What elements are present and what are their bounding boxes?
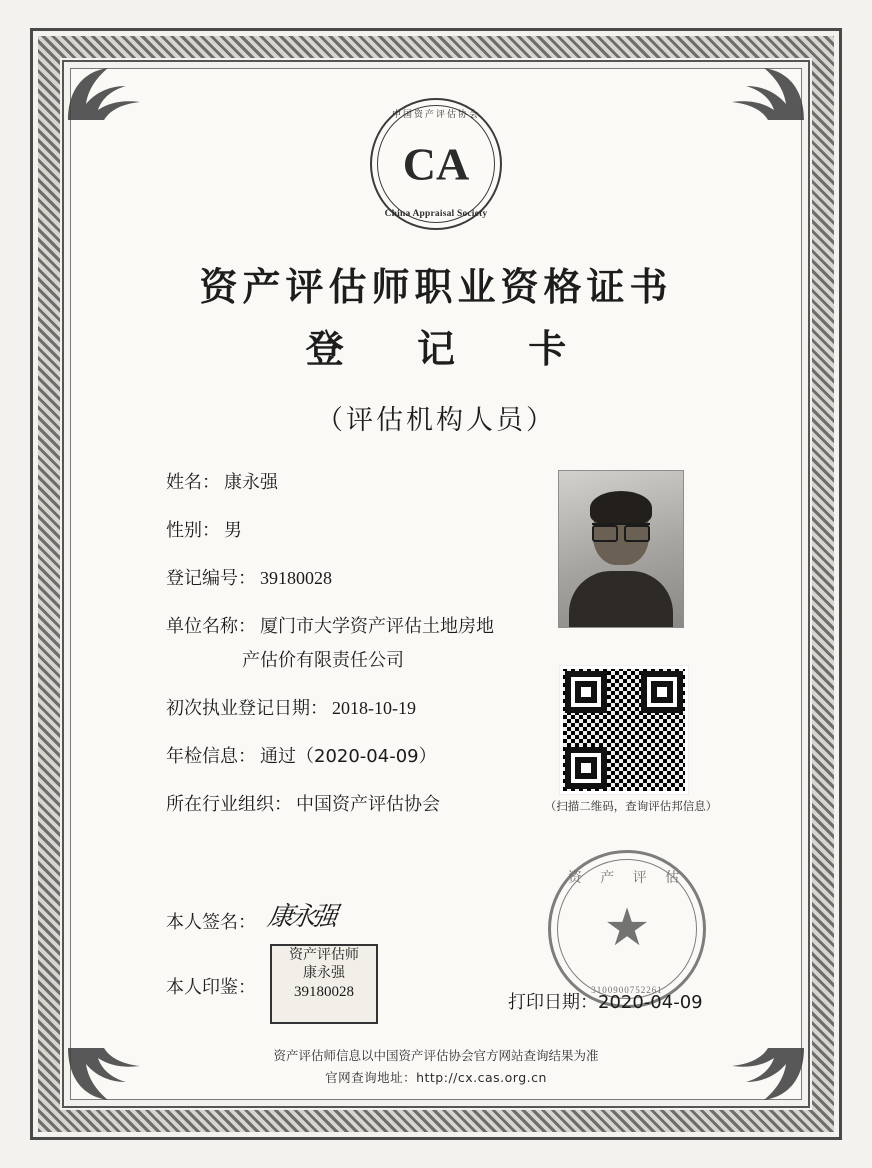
handwritten-signature: 康永强 (265, 902, 336, 931)
seal-bottom-text: 3100900752261 (591, 985, 663, 995)
certificate-subtitle: （评估机构人员） (316, 405, 556, 436)
seal-top-text: 资 产 评 估 (567, 870, 687, 886)
personal-seal-label: 本人印鉴： (166, 977, 256, 998)
footnotes (70, 1046, 802, 1086)
field-value-gender: 男 (224, 520, 242, 541)
footnote-website: 官网查询地址：http://cx.cas.org.cn (325, 1070, 547, 1085)
personal-seal-stamp (270, 944, 378, 1024)
print-date-label: 打印日期： (508, 992, 598, 1013)
qr-finder-bottom-left (565, 747, 607, 789)
print-date (508, 988, 703, 1014)
print-date-value: 2020-04-09 (598, 992, 703, 1013)
qr-code[interactable] (560, 666, 688, 794)
photo-hair (590, 491, 652, 525)
field-label-first-registration-date: 初次执业登记日期： (166, 698, 328, 719)
certificate-title-line2: 登 记 卡 (305, 327, 597, 371)
field-value-organization: 厦门市大学资产评估土地房地 (260, 616, 494, 637)
certificate-title-line1: 资产评估师职业资格证书 (199, 265, 673, 309)
qr-finder-top-left (565, 671, 607, 713)
portrait-photo (558, 470, 684, 628)
qr-finder-top-right (641, 671, 683, 713)
signature-label: 本人签名： (166, 912, 256, 933)
association-emblem (370, 98, 502, 230)
field-label-registration-number: 登记编号： (166, 568, 256, 589)
emblem-english-text: China Appraisal Society (384, 209, 488, 219)
field-value-industry-organization: 中国资产评估协会 (296, 794, 440, 815)
photo-body (569, 571, 673, 627)
field-label-annual-check: 年检信息： (166, 746, 256, 767)
field-label-gender: 性别： (166, 520, 220, 541)
official-round-seal (548, 850, 706, 1008)
seal-star-icon: ★ (603, 900, 651, 957)
emblem-chinese-text: 中国资产评估协会 (391, 110, 480, 120)
personal-seal-line1: 资产评估师 (289, 947, 359, 963)
field-label-industry-organization: 所在行业组织： (166, 794, 292, 815)
certificate-content (70, 68, 802, 1100)
field-label-name: 姓名： (166, 472, 220, 493)
field-value-first-registration-date: 2018-10-19 (332, 698, 416, 718)
photo-glasses-icon (592, 523, 650, 538)
footnote-verification: 资产评估师信息以中国资产评估协会官方网站查询结果为准 (273, 1048, 599, 1063)
field-label-organization: 单位名称： (166, 616, 256, 637)
qr-code-note: （扫描二维码，查询评估邦信息） (544, 799, 718, 813)
emblem-monogram-icon: CA (402, 138, 470, 190)
personal-seal-line3: 39180028 (294, 983, 354, 1000)
field-value-annual-check: 通过（2020-04-09） (260, 746, 437, 767)
field-value-name: 康永强 (224, 472, 278, 493)
field-value-registration-number: 39180028 (260, 568, 332, 588)
personal-seal-line2: 康永强 (303, 965, 345, 982)
field-value-organization-continued: 产估价有限责任公司 (242, 650, 404, 671)
